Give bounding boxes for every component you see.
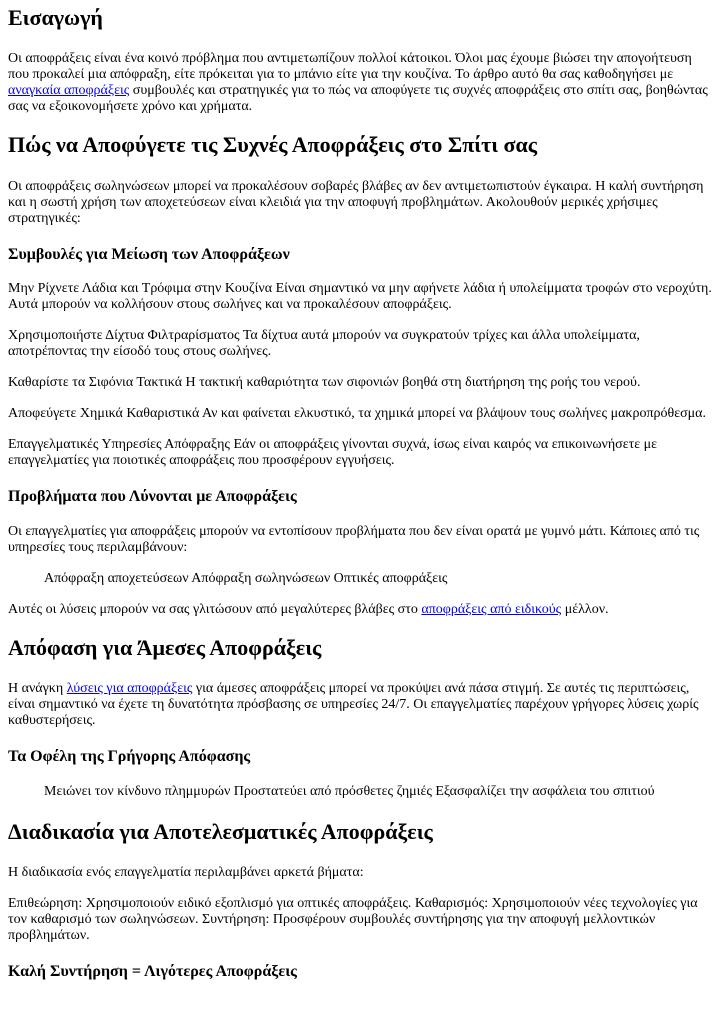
tip-item: Επαγγελματικές Υπηρεσίες Απόφραξης Εάν οι αποφράξεις γίνονται συχνά, ίσως είναι καιρός να επικοινωνήσετε με επαγγελματίες για ποιοτικές αποφράξεις που προσφέρουν εγγυήσεις.	[8, 437, 657, 468]
link-apofraxeis-apo-eidikous[interactable]: αποφράξεις από ειδικούς	[421, 602, 562, 617]
immediate-text-after: για άμεσες αποφράξεις μπορεί να προκύψει ανά πάσα στιγμή. Σε αυτές τις περιπτώσεις, είναι σημαντικό να έχετε τη δυνατότητα πρόσβασης σε υπηρεσίες 24/7. Οι επαγγελματίες παρέχουν γρήγορες λύσεις χωρίς καθυστερήσεις.	[8, 681, 699, 728]
problems-text-after: μέλλον.	[561, 602, 609, 617]
intro-text-after: συμβουλές και στρατηγικές για το πώς να αποφύγετε τις συχνές αποφράξεις στο σπίτι σας, βοηθώντας σας να εξοικονομήσετε χρόνο και χρήματα.	[8, 83, 708, 114]
problems-closing-paragraph	[8, 602, 712, 618]
problems-paragraph: Οι επαγγελματίες για αποφράξεις μπορούν να εντοπίσουν προβλήματα που δεν είναι ορατά με γυμνό μάτι. Κάποιες από τις υπηρεσίες τους περιλαμβάνουν:	[8, 524, 700, 555]
immediate-paragraph	[8, 681, 712, 729]
tip-item: Αποφεύγετε Χημικά Καθαριστικά Αν και φαίνεται ελκυστικό, τα χημικά μπορεί να βλάψουν τους σωλήνες μακροπρόθεσμα.	[8, 406, 706, 421]
heading-intro: Εισαγωγή	[8, 5, 103, 30]
heading-process: Διαδικασία για Αποτελεσματικές Αποφράξεις	[8, 819, 433, 844]
intro-paragraph	[8, 51, 712, 115]
immediate-text-before: Η ανάγκη	[8, 681, 67, 696]
problems-text-before: Αυτές οι λύσεις μπορούν να σας γλιτώσουν από μεγαλύτερες βλάβες στο	[8, 602, 422, 617]
tip-item: Καθαρίστε τα Σιφόνια Τακτικά Η τακτική καθαριότητα των σιφονιών βοηθά στη διατήρηση της ροής του νερού.	[8, 375, 641, 390]
heading-avoid: Πώς να Αποφύγετε τις Συχνές Αποφράξεις στο Σπίτι σας	[8, 132, 538, 157]
benefits-list: Μειώνει τον κίνδυνο πλημμυρών Προστατεύει από πρόσθετες ζημιές Εξασφαλίζει την ασφάλεια του σπιτιού	[44, 784, 655, 799]
article	[0, 4, 720, 983]
heading-tips: Συμβουλές για Μείωση των Αποφράξεων	[8, 246, 290, 263]
heading-problems: Προβλήματα που Λύνονται με Αποφράξεις	[8, 488, 297, 505]
intro-text-before: Οι αποφράξεις είναι ένα κοινό πρόβλημα που αντιμετωπίζουν πολλοί κάτοικοι. Όλοι μας έχουμε βιώσει την απογοήτευση που προκαλεί μια απόφραξη, είτε πρόκειται για το μπάνιο είτε για την κουζίνα. Το άρθρο αυτό θα σας καθοδηγήσει με	[8, 51, 692, 82]
tip-item: Χρησιμοποιήστε Δίχτυα Φιλτραρίσματος Τα δίχτυα αυτά μπορούν να συγκρατούν τρίχες και άλλα υπολείμματα, αποτρέποντας την είσοδό τους στους σωλήνες.	[8, 328, 640, 359]
problems-services-list: Απόφραξη αποχετεύσεων Απόφραξη σωληνώσεων Οπτικές αποφράξεις	[44, 571, 448, 586]
heading-maintenance: Καλή Συντήρηση = Λιγότερες Αποφράξεις	[8, 963, 297, 980]
link-anagkaia-apofraxeis[interactable]: αναγκαία αποφράξεις	[8, 83, 130, 98]
link-luseis-gia-apofraxeis[interactable]: λύσεις για αποφράξεις	[66, 681, 193, 696]
tip-item: Μην Ρίχνετε Λάδια και Τρόφιμα στην Κουζίνα Είναι σημαντικό να μην αφήνετε λάδια ή υπολείμματα τροφών στο νεροχύτη. Αυτά μπορούν να κολλήσουν στους σωλήνες και να προκαλέσουν αποφράξεις.	[8, 281, 712, 312]
heading-benefits: Τα Οφέλη της Γρήγορης Απόφασης	[8, 748, 251, 765]
heading-immediate: Απόφαση για Άμεσες Αποφράξεις	[8, 635, 322, 660]
process-steps-paragraph: Επιθεώρηση: Χρησιμοποιούν ειδικό εξοπλισμό για οπτικές αποφράξεις. Καθαρισμός: Χρησιμοποιούν νέες τεχνολογίες για τον καθαρισμό των σωληνώσεων. Συντήρηση: Προσφέρουν συμβουλές συντήρησης για την αποφυγή μελλοντικών προβλημάτων.	[8, 896, 698, 943]
process-intro-paragraph: Η διαδικασία ενός επαγγελματία περιλαμβάνει αρκετά βήματα:	[8, 865, 364, 880]
avoid-paragraph: Οι αποφράξεις σωληνώσεων μπορεί να προκαλέσουν σοβαρές βλάβες αν δεν αντιμετωπιστούν έγκαιρα. Η καλή συντήρηση και η σωστή χρήση των αποχετεύσεων είναι κλειδιά για την αποφυγή προβλημάτων. Ακολουθούν μερικές χρήσιμες στρατηγικές:	[8, 179, 704, 226]
